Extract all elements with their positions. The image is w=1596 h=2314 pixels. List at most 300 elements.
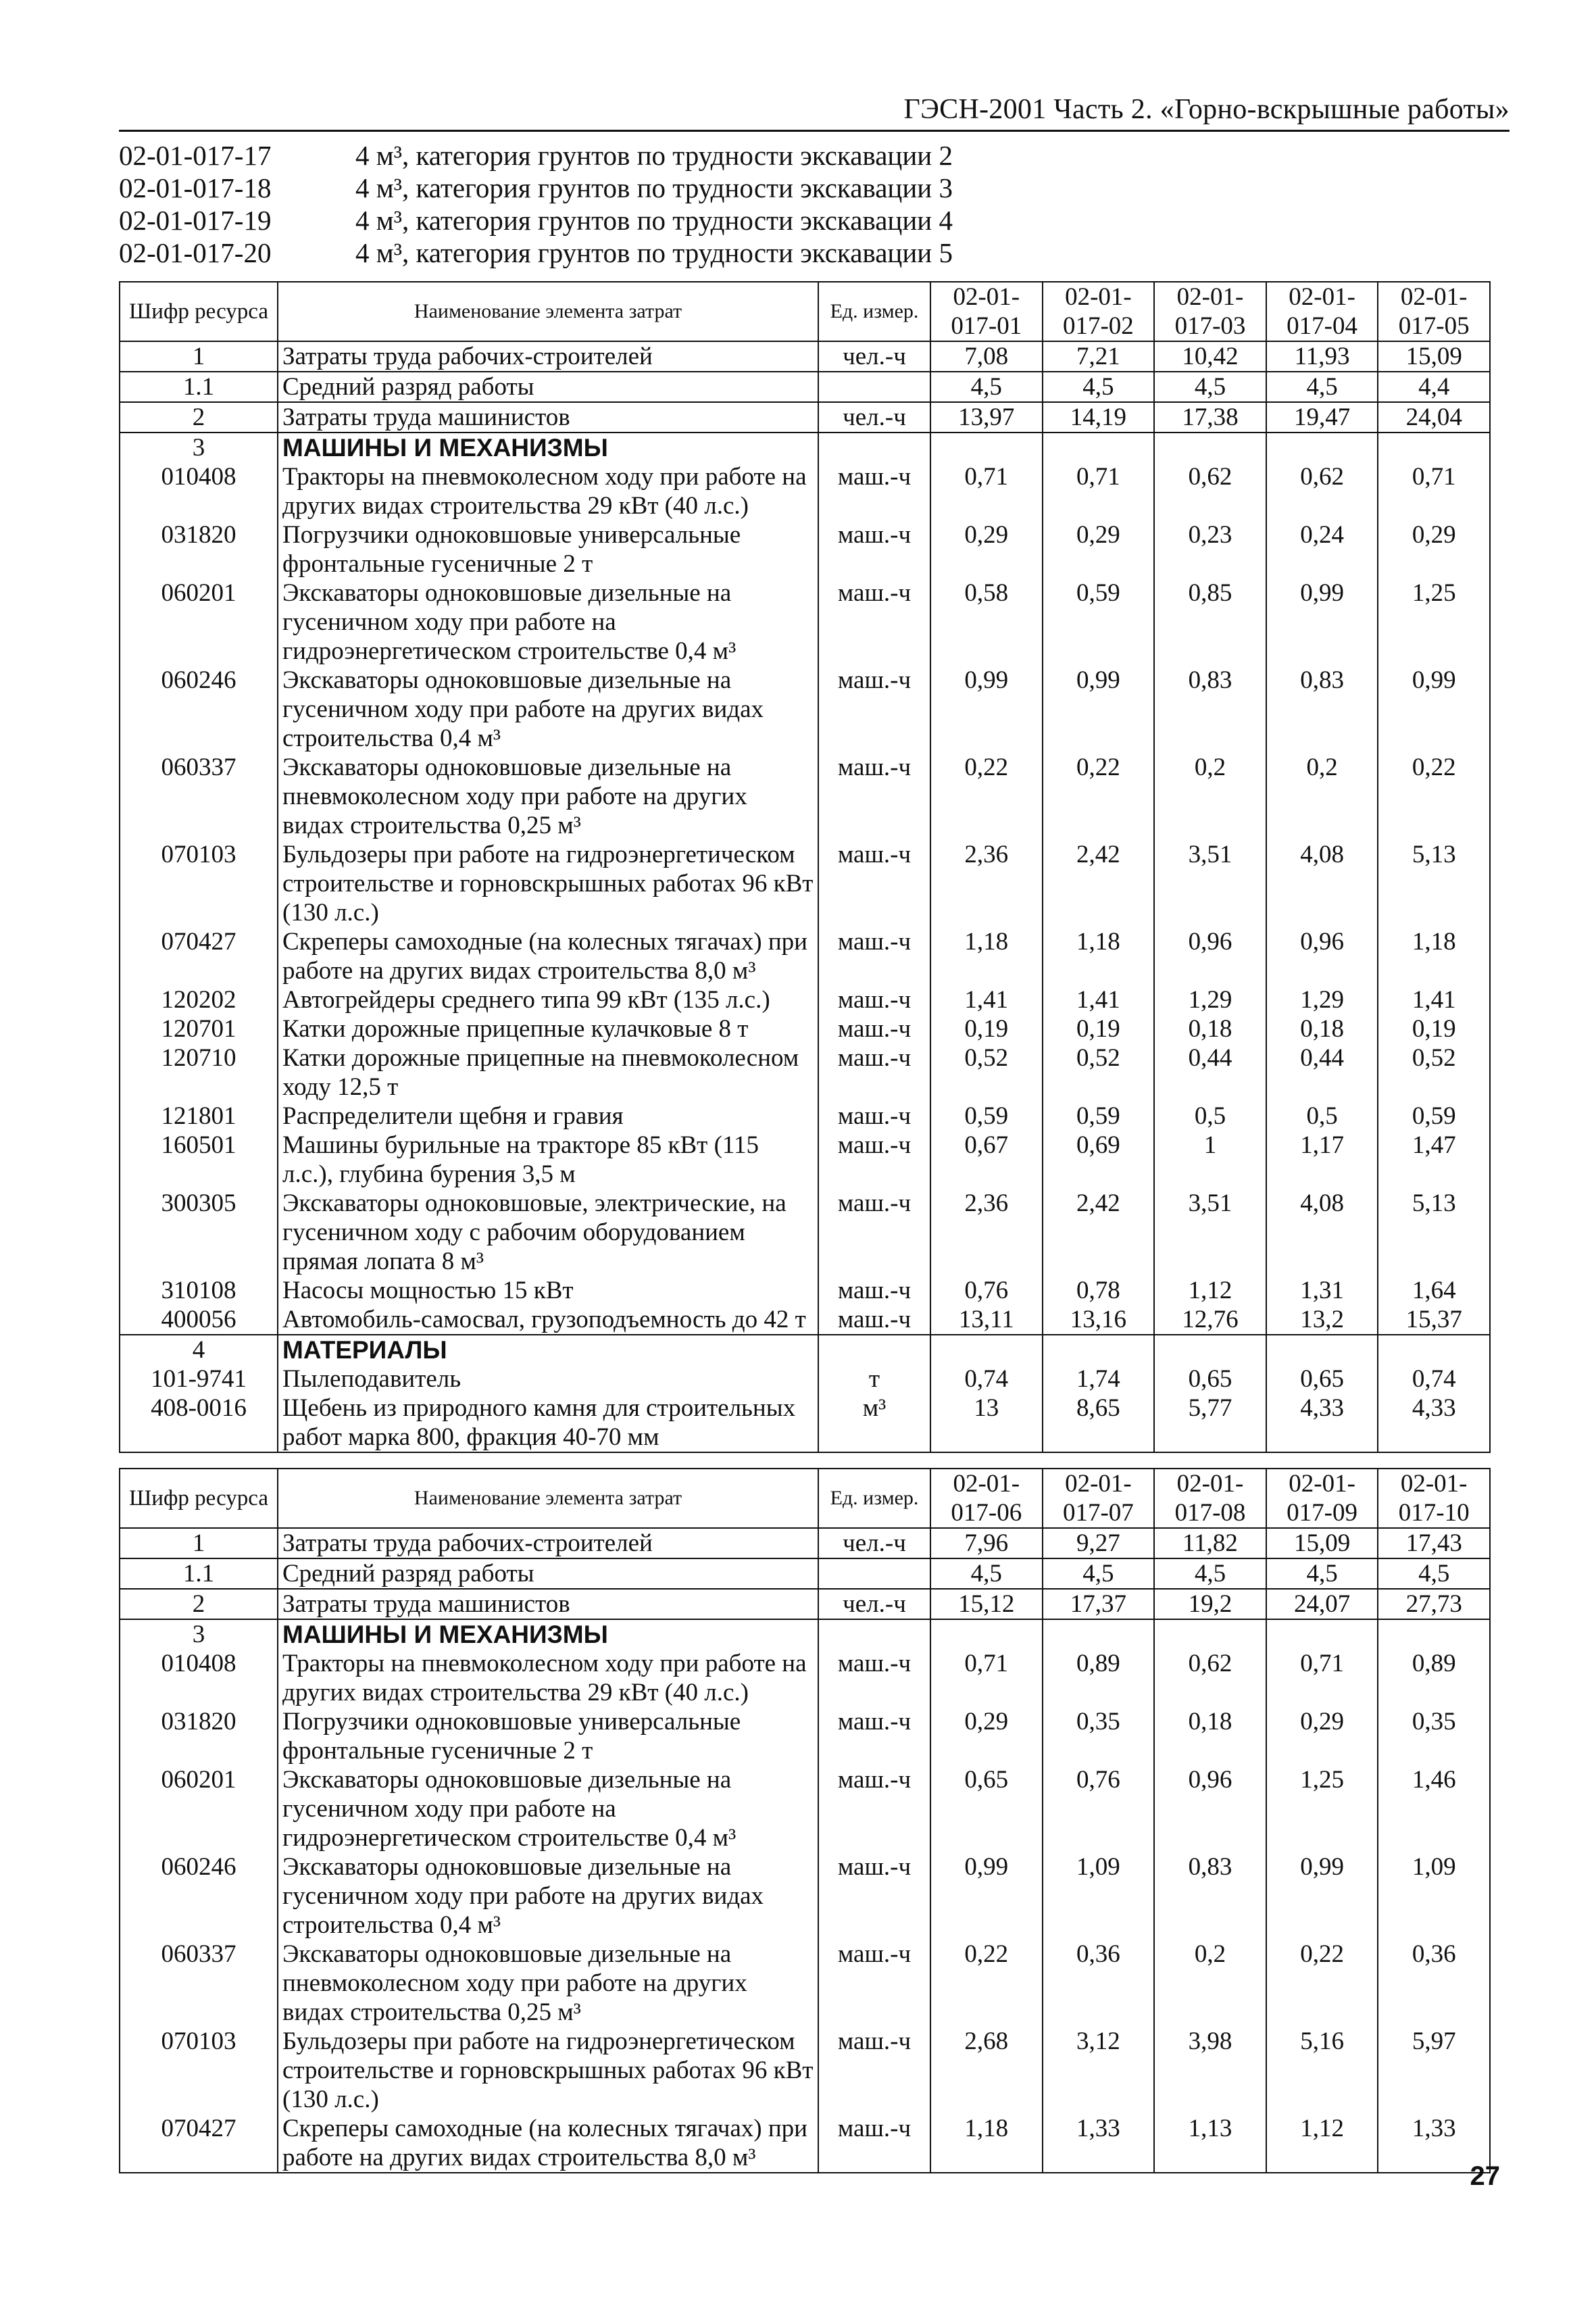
unit-cell: маш.-ч xyxy=(818,1043,930,1102)
norm-value-cell: 1,09 xyxy=(1043,1852,1155,1940)
unit-cell: маш.-ч xyxy=(818,1649,930,1707)
resource-code-cell: 120710 xyxy=(120,1043,278,1102)
unit-cell xyxy=(818,372,930,402)
table-header-row xyxy=(120,282,1490,341)
norm-value-cell: 1,25 xyxy=(1266,1765,1378,1852)
cost-element-cell: Экскаваторы одноковшовые дизельные на пневмоколесном ходу при работе на других видах строительства 0,25 м³ xyxy=(278,753,818,840)
header-unit: Ед. измер. xyxy=(818,1469,930,1528)
unit-cell: маш.-ч xyxy=(818,927,930,985)
norm-value-cell: 0,96 xyxy=(1266,927,1378,985)
norm-value-cell: 0,52 xyxy=(1378,1043,1490,1102)
norm-value-cell: 1,46 xyxy=(1378,1765,1490,1852)
cost-element-cell: Щебень из природного камня для строительных работ марка 800, фракция 40-70 мм xyxy=(278,1394,818,1452)
table-row xyxy=(120,372,1490,402)
norm-value-cell: 5,13 xyxy=(1378,1189,1490,1276)
table-header-row xyxy=(120,1469,1490,1528)
unit-cell: чел.-ч xyxy=(818,1528,930,1558)
table-row xyxy=(120,753,1490,840)
cost-element-cell: Бульдозеры при работе на гидроэнергетическом строительстве и горновскрышных работах 96 кВт (130 л.с.) xyxy=(278,2027,818,2114)
unit-cell: маш.-ч xyxy=(818,578,930,666)
resource-code-cell: 1 xyxy=(120,1528,278,1558)
norm-value-cell: 0,2 xyxy=(1266,753,1378,840)
unit-cell: маш.-ч xyxy=(818,1707,930,1765)
norm-value-cell: 3,12 xyxy=(1043,2027,1155,2114)
unit-cell: маш.-ч xyxy=(818,1940,930,2027)
cost-element-cell: Скреперы самоходные (на колесных тягачах) при работе на других видах строительства 8,0 м³ xyxy=(278,927,818,985)
norm-value-cell: 1,74 xyxy=(1043,1364,1155,1394)
norm-value-cell: 4,33 xyxy=(1378,1394,1490,1452)
norm-value-cell: 1,17 xyxy=(1266,1131,1378,1189)
cost-element-cell: Затраты труда рабочих-строителей xyxy=(278,1528,818,1558)
resource-code-cell: 4 xyxy=(120,1335,278,1364)
cost-element-cell: Экскаваторы одноковшовые дизельные на гусеничном ходу при работе на других видах строительства 0,4 м³ xyxy=(278,666,818,753)
cost-element-cell: Автомобиль-самосвал, грузоподъемность до 42 т xyxy=(278,1305,818,1335)
norm-value-cell: 0,59 xyxy=(930,1102,1043,1131)
norm-value-cell: 0,99 xyxy=(1266,1852,1378,1940)
resource-code-cell: 1 xyxy=(120,341,278,372)
cost-element-cell: Распределители щебня и гравия xyxy=(278,1102,818,1131)
norm-value-cell: 0,5 xyxy=(1266,1102,1378,1131)
unit-cell: маш.-ч xyxy=(818,2027,930,2114)
resource-code-cell: 2 xyxy=(120,1589,278,1619)
norm-value-cell: 4,33 xyxy=(1266,1394,1378,1452)
norm-value-cell: 0,83 xyxy=(1266,666,1378,753)
norm-value-cell: 0,58 xyxy=(930,578,1043,666)
norm-value-cell: 13,16 xyxy=(1043,1305,1155,1335)
norm-value-cell: 24,04 xyxy=(1378,402,1490,433)
resource-code-cell: 300305 xyxy=(120,1189,278,1276)
norm-value-cell: 0,52 xyxy=(1043,1043,1155,1102)
cost-element-cell: Экскаваторы одноковшовые дизельные на пневмоколесном ходу при работе на других видах строительства 0,25 м³ xyxy=(278,1940,818,2027)
norm-value-cell xyxy=(1043,1619,1155,1649)
norm-value-cell: 0,22 xyxy=(930,753,1043,840)
table-row xyxy=(120,666,1490,753)
norm-value-cell: 4,08 xyxy=(1266,1189,1378,1276)
norm-value-cell xyxy=(1266,433,1378,462)
norm-value-cell: 0,2 xyxy=(1154,1940,1266,2027)
norm-value-cell: 0,78 xyxy=(1043,1276,1155,1305)
norm-value-cell: 4,5 xyxy=(1043,1558,1155,1589)
unit-cell: маш.-ч xyxy=(818,1102,930,1131)
norm-value-cell: 5,13 xyxy=(1378,840,1490,927)
header-cost-element: Наименование элемента затрат xyxy=(278,282,818,341)
header-unit: Ед. измер. xyxy=(818,282,930,341)
norm-value-cell: 0,71 xyxy=(930,462,1043,520)
norm-value-cell: 0,18 xyxy=(1266,1014,1378,1043)
resource-code-cell: 1.1 xyxy=(120,372,278,402)
unit-cell: маш.-ч xyxy=(818,840,930,927)
resource-code-cell: 060201 xyxy=(120,578,278,666)
unit-cell: маш.-ч xyxy=(818,1305,930,1335)
table-row xyxy=(120,1765,1490,1852)
norm-value-cell: 0,44 xyxy=(1154,1043,1266,1102)
norm-code-list xyxy=(119,139,953,269)
table-row xyxy=(120,840,1490,927)
norm-value-cell: 0,96 xyxy=(1154,927,1266,985)
header-resource-code: Шифр ресурса xyxy=(120,282,278,341)
norm-value-cell: 0,62 xyxy=(1154,1649,1266,1707)
unit-cell: маш.-ч xyxy=(818,1131,930,1189)
table-row xyxy=(120,1558,1490,1589)
norm-value-cell: 17,43 xyxy=(1378,1528,1490,1558)
norm-value-cell: 24,07 xyxy=(1266,1589,1378,1619)
norm-value-cell: 0,36 xyxy=(1043,1940,1155,2027)
norm-value-cell: 0,18 xyxy=(1154,1707,1266,1765)
unit-cell: маш.-ч xyxy=(818,520,930,578)
resource-code-cell: 010408 xyxy=(120,462,278,520)
cost-element-cell: Экскаваторы одноковшовые, электрические, на гусеничном ходу с рабочим оборудованием прямая лопата 8 м³ xyxy=(278,1189,818,1276)
norm-code: 02-01-017-20 xyxy=(119,237,272,268)
norm-value-cell xyxy=(1378,1619,1490,1649)
norm-value-cell: 0,89 xyxy=(1043,1649,1155,1707)
table-row xyxy=(120,1305,1490,1335)
norm-value-cell: 0,44 xyxy=(1266,1043,1378,1102)
cost-element-cell: Затраты труда рабочих-строителей xyxy=(278,341,818,372)
unit-cell: чел.-ч xyxy=(818,1589,930,1619)
norm-value-cell: 1,31 xyxy=(1266,1276,1378,1305)
table-row xyxy=(120,462,1490,520)
norm-value-cell xyxy=(930,1619,1043,1649)
norm-value-cell: 15,09 xyxy=(1266,1528,1378,1558)
norm-value-cell: 7,21 xyxy=(1043,341,1155,372)
norm-value-cell: 19,2 xyxy=(1154,1589,1266,1619)
norm-value-cell: 0,74 xyxy=(1378,1364,1490,1394)
norm-value-cell: 0,69 xyxy=(1043,1131,1155,1189)
unit-cell: маш.-ч xyxy=(818,985,930,1014)
table-row xyxy=(120,402,1490,433)
resource-code-cell: 1.1 xyxy=(120,1558,278,1589)
table-row xyxy=(120,520,1490,578)
norm-value-cell: 0,96 xyxy=(1154,1765,1266,1852)
norm-value-cell: 0,89 xyxy=(1378,1649,1490,1707)
norm-value-cell: 1,41 xyxy=(1378,985,1490,1014)
norm-value-cell: 0,62 xyxy=(1154,462,1266,520)
norm-value-cell: 0,83 xyxy=(1154,666,1266,753)
resource-code-cell: 070427 xyxy=(120,2114,278,2173)
norm-value-cell: 0,74 xyxy=(930,1364,1043,1394)
unit-cell: чел.-ч xyxy=(818,341,930,372)
norm-value-cell: 0,19 xyxy=(930,1014,1043,1043)
cost-element-cell: Пылеподавитель xyxy=(278,1364,818,1394)
norm-value-cell: 17,37 xyxy=(1043,1589,1155,1619)
norm-value-cell: 0,29 xyxy=(930,520,1043,578)
norm-value-cell: 0,76 xyxy=(930,1276,1043,1305)
norm-value-cell: 0,29 xyxy=(1043,520,1155,578)
cost-element-cell: МАТЕРИАЛЫ xyxy=(278,1335,818,1364)
norm-value-cell: 17,38 xyxy=(1154,402,1266,433)
norm-value-cell: 7,08 xyxy=(930,341,1043,372)
header-norm-column: 02-01-017-06 xyxy=(930,1469,1043,1528)
table-row xyxy=(120,1940,1490,2027)
norm-value-cell: 7,96 xyxy=(930,1528,1043,1558)
table-row xyxy=(120,1528,1490,1558)
unit-cell: маш.-ч xyxy=(818,1276,930,1305)
header-norm-column: 02-01-017-02 xyxy=(1043,282,1155,341)
cost-element-cell: Катки дорожные прицепные кулачковые 8 т xyxy=(278,1014,818,1043)
norm-value-cell: 0,24 xyxy=(1266,520,1378,578)
norm-value-cell: 0,59 xyxy=(1043,1102,1155,1131)
norm-value-cell: 0,99 xyxy=(1043,666,1155,753)
norm-description: 4 м³, категория грунтов по трудности экскавации 5 xyxy=(355,237,953,268)
table-row xyxy=(120,2114,1490,2173)
norm-value-cell: 0,29 xyxy=(930,1707,1043,1765)
unit-cell: маш.-ч xyxy=(818,753,930,840)
resource-table-2 xyxy=(119,1468,1491,2173)
norm-value-cell: 15,12 xyxy=(930,1589,1043,1619)
resource-code-cell: 031820 xyxy=(120,520,278,578)
table-row xyxy=(120,1131,1490,1189)
table-row xyxy=(120,1102,1490,1131)
norm-value-cell: 1,18 xyxy=(930,2114,1043,2173)
unit-cell: т xyxy=(818,1364,930,1394)
norm-value-cell: 4,4 xyxy=(1378,372,1490,402)
norm-code-row xyxy=(119,237,953,269)
norm-value-cell: 1,12 xyxy=(1266,2114,1378,2173)
norm-value-cell: 0,22 xyxy=(1266,1940,1378,2027)
norm-value-cell: 1,64 xyxy=(1378,1276,1490,1305)
norm-value-cell: 11,82 xyxy=(1154,1528,1266,1558)
resource-code-cell: 070427 xyxy=(120,927,278,985)
norm-value-cell xyxy=(1378,1335,1490,1364)
norm-value-cell: 5,77 xyxy=(1154,1394,1266,1452)
page-title: ГЭСН-2001 Часть 2. «Горно-вскрышные работы» xyxy=(903,94,1510,125)
header-resource-code: Шифр ресурса xyxy=(120,1469,278,1528)
norm-value-cell: 1,18 xyxy=(1043,927,1155,985)
unit-cell: маш.-ч xyxy=(818,462,930,520)
norm-value-cell: 4,5 xyxy=(1043,372,1155,402)
norm-value-cell: 1,41 xyxy=(930,985,1043,1014)
cost-element-cell: Средний разряд работы xyxy=(278,1558,818,1589)
header-norm-column: 02-01-017-05 xyxy=(1378,282,1490,341)
norm-value-cell: 3,51 xyxy=(1154,840,1266,927)
norm-value-cell: 1,47 xyxy=(1378,1131,1490,1189)
page-header xyxy=(119,89,1510,132)
norm-code-row xyxy=(119,139,953,172)
header-cost-element: Наименование элемента затрат xyxy=(278,1469,818,1528)
cost-element-cell: Экскаваторы одноковшовые дизельные на гусеничном ходу при работе на гидроэнергетическом строительстве 0,4 м³ xyxy=(278,578,818,666)
norm-value-cell: 1,41 xyxy=(1043,985,1155,1014)
unit-cell: маш.-ч xyxy=(818,1014,930,1043)
norm-value-cell: 0,71 xyxy=(1378,462,1490,520)
cost-element-cell: МАШИНЫ И МЕХАНИЗМЫ xyxy=(278,433,818,462)
cost-element-cell: Погрузчики одноковшовые универсальные фронтальные гусеничные 2 т xyxy=(278,520,818,578)
page-number: 27 xyxy=(1470,2161,1500,2191)
cost-element-cell: Тракторы на пневмоколесном ходу при работе на других видах строительства 29 кВт (40 л.с.) xyxy=(278,1649,818,1707)
norm-value-cell: 0,85 xyxy=(1154,578,1266,666)
norm-value-cell: 1,29 xyxy=(1266,985,1378,1014)
cost-element-cell: Погрузчики одноковшовые универсальные фронтальные гусеничные 2 т xyxy=(278,1707,818,1765)
norm-value-cell xyxy=(930,1335,1043,1364)
resource-code-cell: 060337 xyxy=(120,753,278,840)
norm-value-cell: 0,36 xyxy=(1378,1940,1490,2027)
table-row xyxy=(120,927,1490,985)
unit-cell: маш.-ч xyxy=(818,1765,930,1852)
norm-value-cell: 4,5 xyxy=(930,372,1043,402)
norm-value-cell: 2,36 xyxy=(930,1189,1043,1276)
resource-table-1 xyxy=(119,281,1491,1453)
norm-value-cell: 0,99 xyxy=(1266,578,1378,666)
norm-value-cell: 0,19 xyxy=(1043,1014,1155,1043)
norm-value-cell: 0,67 xyxy=(930,1131,1043,1189)
norm-value-cell: 0,83 xyxy=(1154,1852,1266,1940)
norm-code: 02-01-017-18 xyxy=(119,172,272,203)
norm-value-cell: 0,35 xyxy=(1043,1707,1155,1765)
norm-value-cell: 3,51 xyxy=(1154,1189,1266,1276)
norm-value-cell: 11,93 xyxy=(1266,341,1378,372)
table-row xyxy=(120,1589,1490,1619)
norm-value-cell: 0,52 xyxy=(930,1043,1043,1102)
norm-value-cell: 0,29 xyxy=(1266,1707,1378,1765)
norm-code: 02-01-017-17 xyxy=(119,140,272,171)
resource-code-cell: 408-0016 xyxy=(120,1394,278,1452)
resource-code-cell: 120701 xyxy=(120,1014,278,1043)
norm-value-cell: 0,71 xyxy=(1266,1649,1378,1707)
norm-value-cell xyxy=(1154,1619,1266,1649)
norm-value-cell: 13,11 xyxy=(930,1305,1043,1335)
resource-code-cell: 2 xyxy=(120,402,278,433)
norm-value-cell: 0,35 xyxy=(1378,1707,1490,1765)
table-row xyxy=(120,985,1490,1014)
norm-value-cell xyxy=(1043,433,1155,462)
table-row xyxy=(120,1707,1490,1765)
norm-value-cell: 0,71 xyxy=(1043,462,1155,520)
norm-value-cell: 1,25 xyxy=(1378,578,1490,666)
norm-value-cell: 13 xyxy=(930,1394,1043,1452)
table-row xyxy=(120,1619,1490,1649)
norm-value-cell: 10,42 xyxy=(1154,341,1266,372)
norm-value-cell: 13,97 xyxy=(930,402,1043,433)
norm-value-cell: 0,23 xyxy=(1154,520,1266,578)
cost-element-cell: Затраты труда машинистов xyxy=(278,1589,818,1619)
norm-value-cell: 4,5 xyxy=(1378,1558,1490,1589)
cost-element-cell: Скреперы самоходные (на колесных тягачах) при работе на других видах строительства 8,0 м³ xyxy=(278,2114,818,2173)
norm-value-cell: 1,09 xyxy=(1378,1852,1490,1940)
norm-value-cell xyxy=(1378,433,1490,462)
cost-element-cell: Тракторы на пневмоколесном ходу при работе на других видах строительства 29 кВт (40 л.с.) xyxy=(278,462,818,520)
norm-value-cell: 2,36 xyxy=(930,840,1043,927)
resource-code-cell: 010408 xyxy=(120,1649,278,1707)
resource-code-cell: 070103 xyxy=(120,2027,278,2114)
unit-cell xyxy=(818,1558,930,1589)
unit-cell: маш.-ч xyxy=(818,1852,930,1940)
unit-cell: чел.-ч xyxy=(818,402,930,433)
norm-value-cell: 0,99 xyxy=(930,1852,1043,1940)
unit-cell: маш.-ч xyxy=(818,1189,930,1276)
resource-code-cell: 3 xyxy=(120,433,278,462)
norm-value-cell: 0,59 xyxy=(1043,578,1155,666)
norm-value-cell: 4,08 xyxy=(1266,840,1378,927)
cost-element-cell: Катки дорожные прицепные на пневмоколесном ходу 12,5 т xyxy=(278,1043,818,1102)
norm-value-cell xyxy=(1154,1335,1266,1364)
resource-code-cell: 060246 xyxy=(120,1852,278,1940)
norm-value-cell: 0,29 xyxy=(1378,520,1490,578)
header-norm-column: 02-01-017-03 xyxy=(1154,282,1266,341)
norm-value-cell: 0,5 xyxy=(1154,1102,1266,1131)
resource-code-cell: 160501 xyxy=(120,1131,278,1189)
norm-description: 4 м³, категория грунтов по трудности экскавации 2 xyxy=(355,140,953,171)
norm-value-cell: 0,22 xyxy=(1378,753,1490,840)
cost-element-cell: Насосы мощностью 15 кВт xyxy=(278,1276,818,1305)
resource-code-cell: 060337 xyxy=(120,1940,278,2027)
resource-code-cell: 060246 xyxy=(120,666,278,753)
norm-value-cell: 4,5 xyxy=(1154,372,1266,402)
table-row xyxy=(120,1364,1490,1394)
norm-value-cell xyxy=(1043,1335,1155,1364)
norm-value-cell xyxy=(1154,433,1266,462)
table-row xyxy=(120,578,1490,666)
table-row xyxy=(120,1649,1490,1707)
norm-value-cell: 2,68 xyxy=(930,2027,1043,2114)
norm-value-cell: 0,18 xyxy=(1154,1014,1266,1043)
cost-element-cell: МАШИНЫ И МЕХАНИЗМЫ xyxy=(278,1619,818,1649)
cost-element-cell: Средний разряд работы xyxy=(278,372,818,402)
norm-value-cell xyxy=(1266,1335,1378,1364)
resource-code-cell: 070103 xyxy=(120,840,278,927)
cost-element-cell: Автогрейдеры среднего типа 99 кВт (135 л.с.) xyxy=(278,985,818,1014)
resource-code-cell: 400056 xyxy=(120,1305,278,1335)
norm-value-cell xyxy=(930,433,1043,462)
table-row xyxy=(120,1394,1490,1452)
norm-value-cell: 0,65 xyxy=(930,1765,1043,1852)
norm-value-cell: 0,19 xyxy=(1378,1014,1490,1043)
norm-value-cell: 5,97 xyxy=(1378,2027,1490,2114)
norm-value-cell: 3,98 xyxy=(1154,2027,1266,2114)
table-row xyxy=(120,433,1490,462)
header-norm-column: 02-01-017-04 xyxy=(1266,282,1378,341)
header-norm-column: 02-01-017-01 xyxy=(930,282,1043,341)
unit-cell xyxy=(818,1335,930,1364)
cost-element-cell: Машины бурильные на тракторе 85 кВт (115 л.с.), глубина бурения 3,5 м xyxy=(278,1131,818,1189)
table-row xyxy=(120,1014,1490,1043)
norm-value-cell: 0,59 xyxy=(1378,1102,1490,1131)
norm-value-cell: 0,99 xyxy=(1378,666,1490,753)
norm-value-cell: 1,18 xyxy=(1378,927,1490,985)
unit-cell xyxy=(818,433,930,462)
norm-value-cell: 4,5 xyxy=(1154,1558,1266,1589)
norm-value-cell: 2,42 xyxy=(1043,840,1155,927)
resource-code-cell: 310108 xyxy=(120,1276,278,1305)
table-row xyxy=(120,1189,1490,1276)
norm-value-cell: 8,65 xyxy=(1043,1394,1155,1452)
norm-value-cell: 27,73 xyxy=(1378,1589,1490,1619)
resource-code-cell: 3 xyxy=(120,1619,278,1649)
norm-value-cell: 15,09 xyxy=(1378,341,1490,372)
table-row xyxy=(120,1276,1490,1305)
norm-value-cell: 1,33 xyxy=(1378,2114,1490,2173)
cost-element-cell: Экскаваторы одноковшовые дизельные на гусеничном ходу при работе на гидроэнергетическом строительстве 0,4 м³ xyxy=(278,1765,818,1852)
norm-value-cell: 1,33 xyxy=(1043,2114,1155,2173)
norm-value-cell: 1 xyxy=(1154,1131,1266,1189)
norm-value-cell: 0,65 xyxy=(1154,1364,1266,1394)
norm-value-cell: 19,47 xyxy=(1266,402,1378,433)
norm-value-cell: 1,13 xyxy=(1154,2114,1266,2173)
unit-cell: маш.-ч xyxy=(818,2114,930,2173)
norm-value-cell: 0,22 xyxy=(1043,753,1155,840)
unit-cell xyxy=(818,1619,930,1649)
resource-code-cell: 120202 xyxy=(120,985,278,1014)
resource-code-cell: 121801 xyxy=(120,1102,278,1131)
norm-value-cell: 1,18 xyxy=(930,927,1043,985)
norm-description: 4 м³, категория грунтов по трудности экскавации 4 xyxy=(355,205,953,236)
norm-value-cell: 4,5 xyxy=(1266,372,1378,402)
norm-description: 4 м³, категория грунтов по трудности экскавации 3 xyxy=(355,172,953,203)
norm-value-cell: 0,2 xyxy=(1154,753,1266,840)
cost-element-cell: Экскаваторы одноковшовые дизельные на гусеничном ходу при работе на других видах строительства 0,4 м³ xyxy=(278,1852,818,1940)
header-norm-column: 02-01-017-09 xyxy=(1266,1469,1378,1528)
norm-value-cell: 0,22 xyxy=(930,1940,1043,2027)
norm-value-cell xyxy=(1266,1619,1378,1649)
norm-value-cell: 0,65 xyxy=(1266,1364,1378,1394)
